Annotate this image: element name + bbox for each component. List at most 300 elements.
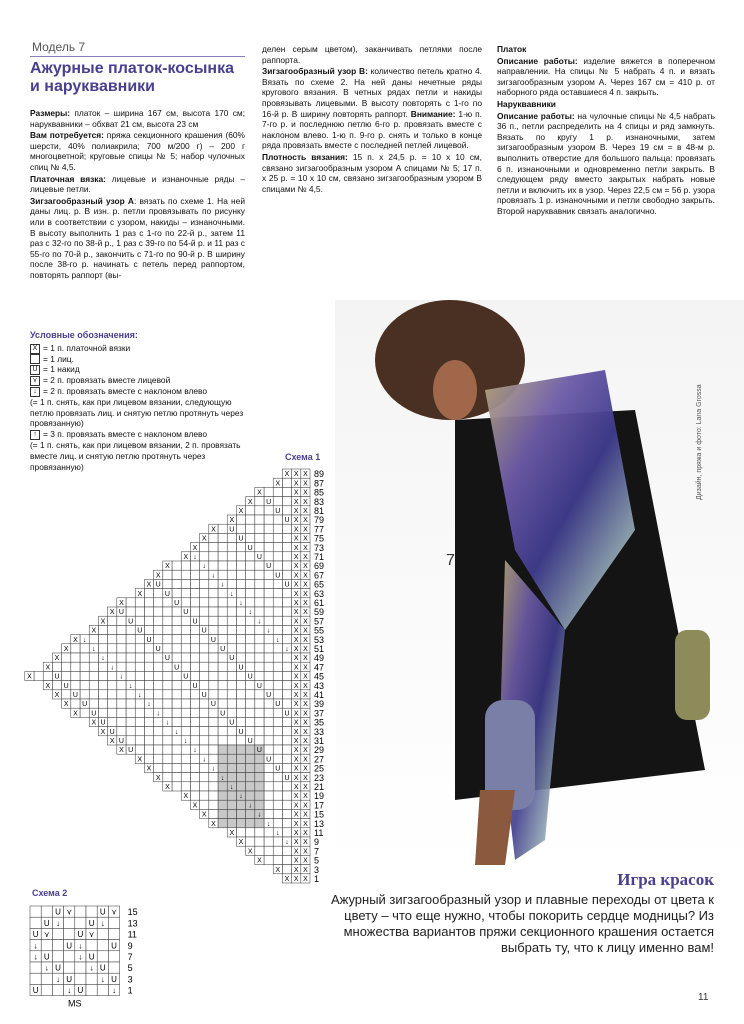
chart-symbol: U: [174, 664, 180, 672]
chart-symbol: U: [220, 710, 226, 718]
chart-cell: [190, 773, 199, 782]
chart-cell: [144, 625, 153, 634]
chart-cell: [108, 951, 119, 962]
chart-symbol: ↓: [276, 636, 280, 644]
chart-symbol: X: [303, 784, 308, 791]
chart-cell: [117, 616, 126, 625]
chart-cell: [236, 607, 245, 616]
chart-cell: [200, 708, 209, 717]
chart-cell: [218, 662, 227, 671]
chart-cell: [282, 828, 291, 837]
chart-cell: [236, 681, 245, 690]
chart-symbol: X: [303, 866, 308, 874]
chart-cell: [236, 754, 245, 763]
chart-cell: [246, 727, 255, 736]
chart-symbol: X: [303, 802, 308, 810]
chart-cell: [190, 717, 199, 726]
chart-symbol: X: [303, 489, 308, 497]
chart-symbol: U: [164, 590, 170, 598]
chart-symbol: U: [100, 719, 106, 727]
chart-cell: [163, 662, 172, 671]
chart-cell: [246, 579, 255, 588]
chart-symbol: U: [99, 907, 106, 917]
chart-cell: [218, 717, 227, 726]
chart-cell: [236, 828, 245, 837]
chart-symbol: U: [111, 941, 117, 951]
chart-cell: [108, 625, 117, 634]
chart-symbol: U: [275, 701, 281, 709]
chart-cell: [108, 928, 119, 939]
chart-cell: [282, 561, 291, 570]
chart-cell: [117, 653, 126, 662]
chart-cell: [135, 745, 144, 754]
chart-cell: [227, 671, 236, 680]
chart-cell: [273, 524, 282, 533]
chart-cell: [163, 644, 172, 653]
chart-cell: [154, 754, 163, 763]
chart-cell: [144, 727, 153, 736]
chart-cell: [246, 570, 255, 579]
chart-cell: [200, 699, 209, 708]
chart-cell: [282, 607, 291, 616]
chart-cell: [108, 653, 117, 662]
chart-cell: [282, 598, 291, 607]
chart-cell: [30, 962, 41, 973]
chart-row-label: 11: [127, 929, 137, 940]
chart-cell: [246, 598, 255, 607]
caption-title: Игра красок: [617, 870, 714, 889]
chart-symbol: U: [210, 701, 216, 709]
chart-cell: [264, 736, 273, 745]
chart-cell: [172, 736, 181, 745]
chart-cell: [190, 736, 199, 745]
chart-symbol: X: [293, 646, 299, 653]
chart-cell: [71, 699, 80, 708]
chart-cell: [43, 671, 52, 680]
chart-cell: [163, 754, 172, 763]
chart-cell: [209, 708, 218, 717]
chart-cell: [218, 552, 227, 561]
chart-cell: [236, 644, 245, 653]
chart-symbol: ↓: [174, 728, 179, 736]
chart-symbol: ↓: [67, 986, 72, 996]
chart-cell: [71, 671, 80, 680]
chart-symbol: X: [303, 526, 308, 534]
chart-cell: [209, 579, 218, 588]
chart-symbol: X: [303, 554, 308, 561]
chart-cell: [282, 497, 291, 506]
chart-cell: [246, 589, 255, 598]
chart-cell: [264, 552, 273, 561]
chart-cell: [209, 653, 218, 662]
chart-symbol: U: [146, 636, 152, 644]
chart-cell: [181, 625, 190, 634]
chart-cell: [227, 791, 236, 800]
chart-symbol: ↓: [100, 918, 105, 928]
chart-symbol: U: [183, 609, 189, 617]
chart-cell: [41, 906, 52, 917]
chart-cell: [264, 800, 273, 809]
chart-cell: [144, 745, 153, 754]
chart-cell: [282, 506, 291, 515]
chart-cell: [246, 690, 255, 699]
title-line-1: Ажурные платок-косынка: [30, 60, 234, 77]
chart-cell: [264, 855, 273, 864]
chart-cell: [264, 846, 273, 855]
chart-cell: [181, 754, 190, 763]
chart-symbol: ↓: [184, 738, 188, 745]
chart-symbol: ↓: [89, 963, 94, 973]
chart-cell: [52, 984, 63, 995]
chart-cell: [163, 690, 172, 699]
chart-symbol: ↓: [239, 793, 243, 801]
chart-cell: [181, 773, 190, 782]
chart-cell: [273, 644, 282, 653]
chart-cell: [264, 598, 273, 607]
chart-symbol: ⋎: [111, 907, 117, 917]
legend-symbol: ↑: [30, 430, 40, 440]
chart-symbol: X: [303, 544, 308, 552]
chart-symbol: X: [303, 738, 308, 745]
chart-cell: [264, 524, 273, 533]
chart-symbol: X: [303, 830, 308, 837]
chart-cell: [144, 598, 153, 607]
chart-cell: [163, 598, 172, 607]
chart-cell: [255, 717, 264, 726]
chart-row-label: 47: [314, 662, 325, 673]
legend-text: = 1 лиц.: [43, 353, 74, 364]
chart-cell: [52, 940, 63, 951]
chart-symbol: X: [146, 765, 152, 773]
chart-cell: [144, 616, 153, 625]
chart-cell: [190, 671, 199, 680]
chart-symbol: X: [100, 618, 106, 626]
chart-cell: [52, 928, 63, 939]
chart-symbol: X: [293, 517, 299, 525]
chart-cell: [30, 917, 41, 928]
chart-cell: [200, 681, 209, 690]
chart-cell: [172, 681, 181, 690]
chart-symbol: X: [303, 719, 308, 727]
paragraph-garter: Платочная вязка: лицевые и изнаночные ряды – лицевые петли.: [30, 173, 246, 195]
chart-cell: [227, 809, 236, 818]
chart-symbol: U: [266, 563, 272, 571]
chart-cell: [144, 690, 153, 699]
chart-cell: [200, 644, 209, 653]
chart-row-label: 71: [314, 552, 325, 562]
chart-cell: [172, 570, 181, 579]
chart-cell: [163, 727, 172, 736]
chart-symbol: U: [247, 673, 253, 681]
chart-cell: [144, 708, 153, 717]
chart-cell: [218, 635, 227, 644]
chart-symbol: X: [45, 682, 51, 690]
chart-cell: [227, 644, 236, 653]
chart-cell: [255, 791, 264, 800]
chart-symbol: U: [111, 974, 117, 984]
chart-symbol: X: [303, 820, 308, 828]
title-line-2: и наруквавники: [30, 78, 156, 95]
chart-symbol: X: [293, 839, 299, 847]
chart-symbol: U: [229, 526, 235, 534]
legend-item: [30, 429, 245, 440]
chart-cell: [190, 763, 199, 772]
chart-cell: [246, 515, 255, 524]
chart-cell: [97, 940, 108, 951]
chart-cell: [255, 625, 264, 634]
symbol-legend: [30, 330, 245, 472]
chart-symbol: U: [266, 692, 272, 699]
chart-cell: [190, 635, 199, 644]
chart-cell: [264, 579, 273, 588]
chart-symbol: X: [293, 581, 299, 589]
chart-cell: [273, 561, 282, 570]
chart-symbol: X: [303, 627, 308, 635]
chart-cell: [255, 662, 264, 671]
chart-symbol: X: [211, 526, 216, 534]
chart-cell: [117, 717, 126, 726]
chart-row-label: 9: [127, 940, 133, 951]
chart-cell: [89, 681, 98, 690]
chart-cell: [98, 662, 107, 671]
chart-symbol: ↓: [78, 952, 83, 962]
legend-text: (= 1 п. снять, как при лицевом вязании, 2 п. провязать вместе лиц. и снятую петлю протянуть через провязанную): [30, 439, 241, 472]
chart-cell: [62, 671, 71, 680]
chart-cell: [209, 791, 218, 800]
chart-symbol: ↓: [202, 563, 206, 571]
chart-cell: [80, 681, 89, 690]
chart-symbol: U: [66, 974, 73, 984]
chart-symbol: X: [229, 830, 235, 837]
chart-cell: [200, 745, 209, 754]
chart-symbol: ↓: [230, 784, 234, 791]
chart-cell: [89, 699, 98, 708]
chart-cell: [236, 708, 245, 717]
chart-cell: [163, 671, 172, 680]
chart-symbol: X: [293, 526, 299, 534]
legend-text: = 3 п. провязать вместе с наклоном влево: [43, 429, 208, 440]
chart-cell: [273, 552, 282, 561]
chart-cell: [200, 616, 209, 625]
chart-cell: [282, 763, 291, 772]
chart-cell: [236, 552, 245, 561]
chart-symbol: ⋎: [66, 907, 73, 917]
chart-cell: [236, 589, 245, 598]
chart-cell: [255, 754, 264, 763]
face: [433, 360, 477, 420]
chart-cell: [71, 653, 80, 662]
chart-symbol: U: [155, 581, 161, 589]
chart-row-label: 77: [314, 524, 325, 535]
chart-symbol: X: [293, 866, 299, 874]
chart-symbol: X: [192, 544, 198, 552]
legend-text: = 2 п. провязать вместе с наклоном влево: [43, 385, 208, 396]
chart-cell: [71, 644, 80, 653]
chart-cell: [227, 736, 236, 745]
chart-cell: [255, 736, 264, 745]
chart-symbol: X: [303, 471, 308, 479]
chart-cell: [246, 782, 255, 791]
chart-cell: [200, 579, 209, 588]
chart-cell: [163, 736, 172, 745]
chart-symbol: X: [91, 719, 97, 727]
chart-symbol: X: [303, 655, 308, 663]
chart-symbol: U: [66, 941, 73, 951]
chart-cell: [255, 506, 264, 515]
chart-cell: [264, 699, 273, 708]
chart-row-label: 1: [127, 985, 133, 996]
legend-item: [30, 397, 245, 429]
chart-symbol: ↓: [33, 952, 38, 962]
chart-symbol: ↓: [165, 719, 170, 727]
chart-cell: [255, 561, 264, 570]
chart-cell: [163, 625, 172, 634]
chart-symbol: U: [128, 747, 134, 755]
chart-symbol: X: [100, 728, 106, 736]
chart-cell: [273, 607, 282, 616]
chart-cell: [64, 951, 75, 962]
chart-row-label: 73: [314, 542, 325, 553]
chart-symbol: U: [128, 618, 134, 626]
chart-symbol: X: [303, 600, 308, 607]
chart-cell: [190, 607, 199, 616]
chart-symbol: X: [109, 738, 115, 745]
chart-cell: [264, 653, 273, 662]
chart-cell: [200, 763, 209, 772]
chart-symbol: X: [293, 747, 299, 755]
chart-cell: [41, 984, 52, 995]
chart-cell: [86, 984, 97, 995]
chart-cell: [255, 708, 264, 717]
chart-cell: [227, 819, 236, 828]
chart-cell: [126, 671, 135, 680]
chart-cell: [181, 579, 190, 588]
chart-cell: [154, 653, 163, 662]
chart-cell: [80, 671, 89, 680]
chart-cell: [86, 973, 97, 984]
chart-cell: [80, 708, 89, 717]
chart-cell: [144, 681, 153, 690]
chart-symbol: U: [229, 719, 235, 727]
chart-cell: [190, 708, 199, 717]
chart-cell: [218, 809, 227, 818]
chart-cell: [200, 662, 209, 671]
chart-row-label: 39: [314, 699, 325, 710]
chart-cell: [218, 671, 227, 680]
chart-cell: [282, 865, 291, 874]
chart-cell: [135, 653, 144, 662]
chart-symbol: U: [266, 756, 272, 764]
chart-cell: [236, 524, 245, 533]
chart-cell: [154, 736, 163, 745]
chart-cell: [218, 727, 227, 736]
chart-symbol: ↓: [257, 618, 262, 626]
chart-symbol: X: [293, 471, 299, 479]
chart-cell: [282, 736, 291, 745]
chart-cell: [264, 681, 273, 690]
chart-cell: [218, 653, 227, 662]
chart-cell: [218, 625, 227, 634]
chart-cell: [181, 708, 190, 717]
chart-cell: [209, 782, 218, 791]
chart-cell: [209, 809, 218, 818]
chart-cell: [273, 589, 282, 598]
chart-cell: [264, 828, 273, 837]
chart-cell: [200, 671, 209, 680]
chart-cell: [264, 809, 273, 818]
chart-cell: [64, 917, 75, 928]
chart-cell: [273, 598, 282, 607]
chart-row-label: 63: [314, 588, 325, 599]
chart-symbol: X: [137, 590, 143, 598]
chart-cell: [227, 607, 236, 616]
chart-symbol: X: [303, 581, 308, 589]
chart-row-label: 33: [314, 726, 325, 737]
chart-cell: [209, 717, 218, 726]
chart-row-label: 15: [314, 809, 325, 820]
chart-cell: [190, 644, 199, 653]
chart-cell: [209, 727, 218, 736]
chart-symbol: X: [293, 618, 299, 626]
chart-cell: [255, 533, 264, 542]
chart-symbol: X: [293, 701, 299, 709]
chart-symbol: X: [293, 508, 299, 515]
chart-symbol: X: [247, 848, 253, 856]
chart-symbol: X: [211, 820, 216, 828]
chart-cell: [200, 570, 209, 579]
chart-cell: [282, 855, 291, 864]
chart-cell: [144, 607, 153, 616]
chart-symbol: X: [27, 673, 32, 681]
chart-cell: [246, 837, 255, 846]
legend-symbol: ⋎: [30, 376, 40, 386]
chart-symbol: X: [293, 600, 299, 607]
chart-symbol: U: [247, 738, 253, 745]
chart-cell: [163, 635, 172, 644]
chart-cell: [273, 717, 282, 726]
chart-symbol: U: [284, 774, 290, 782]
chart-cell: [255, 837, 264, 846]
chart-symbol: X: [303, 701, 308, 709]
chart-cell: [218, 570, 227, 579]
chart-symbol: ↓: [112, 986, 116, 996]
chart-cell: [135, 616, 144, 625]
chart-cell: [273, 837, 282, 846]
chart-cell: [126, 717, 135, 726]
chart-cell: [282, 699, 291, 708]
text-column-2: [262, 44, 482, 195]
chart-cell: [282, 635, 291, 644]
chart-symbol: ↓: [92, 646, 96, 653]
chart-cell: [209, 625, 218, 634]
chart-cell: [227, 763, 236, 772]
chart-symbol: X: [293, 544, 299, 552]
chart-symbol: X: [303, 508, 308, 515]
chart-symbol: ↓: [266, 627, 271, 635]
chart-symbol: X: [303, 848, 308, 856]
chart-symbol: U: [43, 952, 50, 962]
chart-cell: [282, 653, 291, 662]
legend-text: = 1 п. платочной вязки: [43, 342, 131, 353]
chart-cell: [190, 754, 199, 763]
chart-cell: [62, 653, 71, 662]
chart-cell: [236, 809, 245, 818]
legend-item: [30, 375, 245, 386]
chart-symbol: U: [55, 963, 61, 973]
chart-cell: [200, 736, 209, 745]
chart-cell: [126, 653, 135, 662]
chart-cell: [218, 690, 227, 699]
